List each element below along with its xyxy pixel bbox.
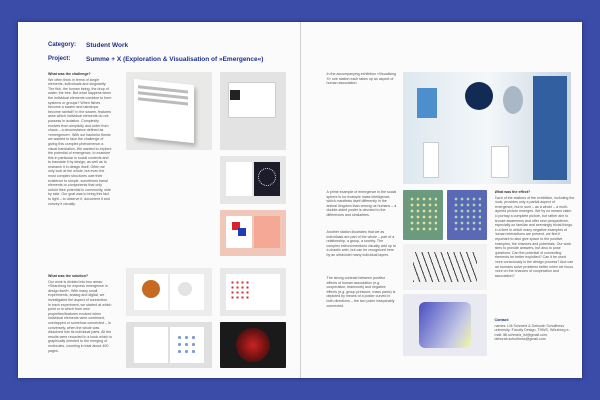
challenge-section [48, 72, 112, 272]
photo-open-book-17 [126, 322, 212, 368]
right-page [301, 22, 583, 378]
effect-title: What was the effect? [494, 190, 531, 194]
photo-poster-green [403, 190, 443, 240]
solution-section [48, 274, 112, 364]
project-label: Project: [48, 56, 71, 62]
solution-title: What was the solution? [48, 274, 89, 278]
challenge-title: What was the challenge? [48, 72, 91, 76]
photo-curved-poster [403, 294, 487, 356]
contact-body: names: Lilli Schmelz & Deborah Schulthess university: Faculty Design, THWS, Würzburg e-mail: lilli.schmelz_lsf@gmail.com, deborah.schulthess@gmail.com [494, 323, 570, 342]
mass-intelligence-text: A prime example of emergence in the social sphere is for example mass intelligence, which manifests itself differently in the animal kingdom than among us humans – a double-sided poster is devoted to the differences and similarities. [326, 190, 397, 217]
contact-title: Contact: [494, 318, 510, 322]
book-cover [134, 79, 194, 143]
photo-web-layers [403, 244, 487, 290]
photo-poster-blue [447, 190, 487, 240]
project-value: Summe + X (Exploration & Visualisation of »Emergence«) [86, 56, 264, 63]
challenge-body: We often think in terms of single elements, individuals and singularity. The fish, the human being, the drop of water, the tree. But what happens when the individual elements combine to form systems or groups? When fishes become a swarm and raindrops become rainfall? In the swarm, features arise which individual elements do not possess in isolation. Complexity evolves from simplicity and order from chaos – a circumstance defined as »emergence«. With our bachelor thesis we wanted to face the challenge of giving this complex phenomenon a visual translation. We wanted to explore the potential of emergence, to examine this in particular in social contexts and to translate it by design, as well as to research it in design itself. Often we only look at the whole, but even the most complex structures owe their existence to simple, sometimes banal elements or components that only unfold their potential in community, side by side. Our goal was to bring this fact to light – to observe it, document it and convey it visually. [48, 77, 112, 206]
category-label: Category: [48, 42, 77, 48]
photo-stacked-book [220, 72, 286, 150]
left-page [18, 22, 301, 378]
contact-section [495, 318, 575, 342]
relationship-text: Another station illustrates that we as individuals are part of the whole – part of a relationship, a group, a society. The complex interconnections visually add up to a chaotic web, but can be recognized here by an ultraviolet many individual layers. [326, 230, 396, 257]
magazine-spread [18, 22, 582, 378]
photo-colour-spread [220, 210, 286, 256]
project-meta [48, 42, 263, 70]
solution-body: Our work is divided into two areas: »Searching for express emergence in design itself«. With many small experiments, analog and digital, we investigated the aspect of connection. In each experiment, we started at which point or in which form new properties/features evolved when individual elements were combined, overlapped or somehow connected – in conversely, when the whole was dissolved into its individual parts. All the results were recorded in a book which is graphically oriented to the merging of molecules, counting in total about 400 pages. [48, 279, 112, 353]
photo-open-book-01 [220, 156, 286, 204]
category-value: Student Work [86, 42, 129, 49]
effect-section [495, 190, 575, 310]
effect-body: Each of the stations of the exhibition, including the book, provides only a partial aspect of emergence, but in sum – as a whole – a multi-layered picture emerges. We by no means claim to portray a complete picture, but rather aim to arouse awareness and offer new perspectives, especially on familiar and seemingly trivial things. In a time in which many negative examples of human interactions are present, we find it important to also give space to the positive examples, the chances and potentials. Our work aims to provide answers, but also to pose questions: Can the potential of connecting elements be better exploited? Can it be used more consciously in the design process? And can we humans solve problems better when we focus more on the chances of cooperation and association? [494, 195, 575, 278]
photo-exhibition-room [403, 72, 571, 184]
photo-orange-spread [126, 268, 212, 316]
contrast-text: The strong contrast between positive effects of human association (e.g. cooperation, teamwork) and negative effects (e.g. group pressure, mass panic) is depicted by means of a poster curved in both directions – the two poles inseparably connected. [326, 276, 396, 308]
photo-dark-hand [220, 322, 286, 368]
exhibition-intro: In the accompanying exhibition »Visualising X« one station each takes up an aspect of human association. [326, 72, 396, 86]
photo-dot-pattern [220, 268, 286, 316]
photo-book-boxes [126, 72, 212, 150]
